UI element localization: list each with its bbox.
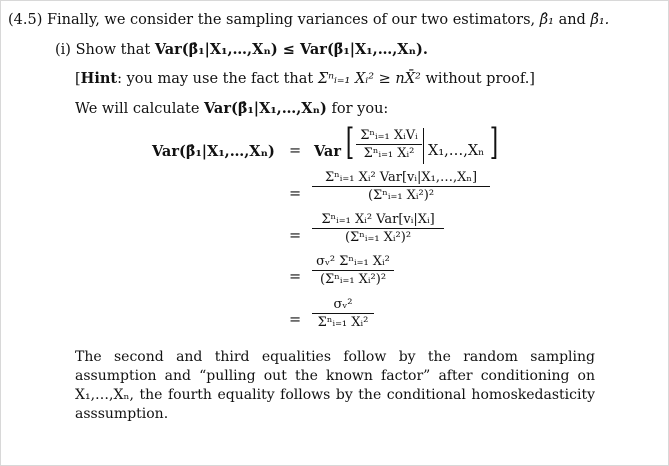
row2-numerator: Σⁿᵢ₌₁ Xᵢ² Var[vᵢ|X₁,…,Xₙ] <box>324 170 478 185</box>
and-word: and <box>558 12 586 28</box>
problem-header <box>8 12 609 28</box>
row1-right-bracket: ] <box>489 122 499 163</box>
row4-denominator: (Σⁿᵢ₌₁ Xᵢ²)² <box>319 272 387 287</box>
hint-label: Hint <box>80 70 118 87</box>
hint: [Hint: you may use the fact that Σⁿᵢ₌₁ Xᵢ² ≥ nX̄² without proof.] <box>75 70 535 87</box>
row1-condition: X₁,…,Xₙ <box>428 143 485 159</box>
part-text: Show that <box>75 42 151 58</box>
row5-fraction <box>312 297 374 330</box>
calc-text: We will calculate <box>75 101 200 117</box>
row1-denominator: Σⁿᵢ₌₁ Xᵢ² <box>363 146 415 161</box>
row1-var: Var <box>314 143 341 160</box>
row1-fraction <box>356 128 422 161</box>
row3-numerator: Σⁿᵢ₌₁ Xᵢ² Var[vᵢ|Xᵢ] <box>321 212 435 227</box>
row2-fraction <box>312 170 490 203</box>
row4-numerator: σᵥ² Σⁿᵢ₌₁ Xᵢ² <box>316 254 390 269</box>
row1-condition-bar <box>423 128 424 164</box>
hint-text: : you may use the fact that <box>117 71 314 87</box>
calc-tail: for you: <box>331 101 389 117</box>
estimator-bar: β̄₁. <box>590 12 610 28</box>
estimator-hat: β̂₁ <box>539 12 554 28</box>
eq-sign-4: = <box>289 269 302 285</box>
row5-numerator: σᵥ² <box>333 297 353 312</box>
eq-sign-5: = <box>289 312 302 328</box>
row1-left-bracket: [ <box>345 122 355 163</box>
problem-number: (4.5) <box>8 12 43 28</box>
part-expression: Var(β̂₁|X₁,…,Xₙ) ≤ Var(β̄₁|X₁,…,Xₙ). <box>154 41 428 58</box>
row3-fraction <box>312 212 444 245</box>
part-i <box>55 41 428 58</box>
row4-fraction <box>312 254 394 287</box>
calc-expression: Var(β̂₁|X₁,…,Xₙ) <box>204 100 327 117</box>
eq-sign-1: = <box>289 143 302 159</box>
row2-denominator: (Σⁿᵢ₌₁ Xᵢ²)² <box>367 188 435 203</box>
eq-sign-3: = <box>289 228 302 244</box>
conclusion-paragraph: The second and third equalities follow by the random sampling assumption and “pulling out the known factor” after conditioning on X₁,…,Xₙ, the fourth equality follows by the conditional homoskedasticity asssumption. <box>75 349 595 422</box>
row5-denominator: Σⁿᵢ₌₁ Xᵢ² <box>317 315 369 330</box>
row1-numerator: Σⁿᵢ₌₁ XᵢVᵢ <box>360 128 418 143</box>
row3-denominator: (Σⁿᵢ₌₁ Xᵢ²)² <box>344 230 412 245</box>
calc-intro <box>75 100 388 117</box>
problem-text: Finally, we consider the sampling variances of our two estimators, <box>46 12 536 28</box>
hint-tail: without proof.] <box>425 71 535 87</box>
eq-sign-2: = <box>289 186 302 202</box>
hint-expression: Σⁿᵢ₌₁ Xᵢ² ≥ nX̄² <box>317 71 421 87</box>
part-label: (i) <box>55 42 71 58</box>
derivation-lhs: Var(β̂₁|X₁,…,Xₙ) <box>152 143 275 160</box>
